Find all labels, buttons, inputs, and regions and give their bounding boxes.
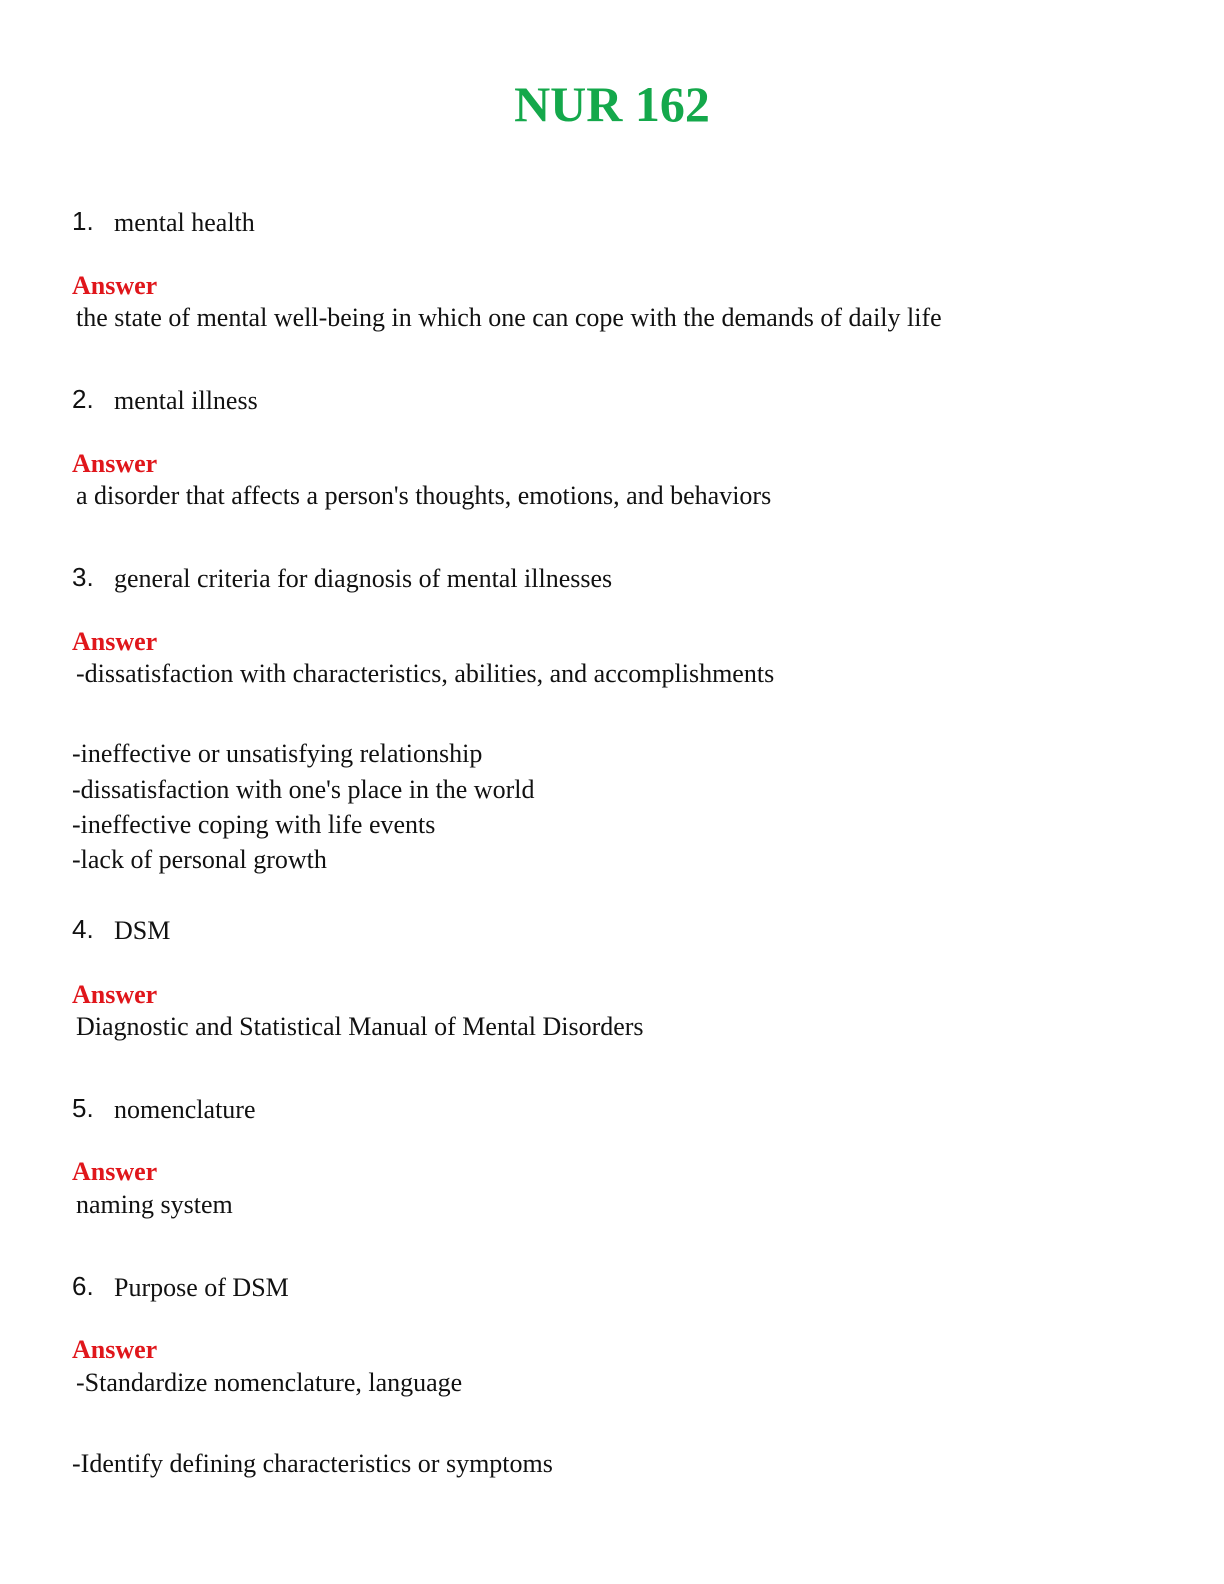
answer-line: -lack of personal growth — [72, 845, 327, 874]
answer-line: -dissatisfaction with characteristics, abilities, and accomplishments — [76, 659, 775, 688]
answer-label: Answer — [72, 1157, 158, 1186]
question-term: mental health — [114, 208, 255, 237]
answer-line: Diagnostic and Statistical Manual of Mental Disorders — [76, 1012, 644, 1041]
question-number: 5. — [72, 1093, 94, 1123]
question-term: Purpose of DSM — [114, 1273, 289, 1302]
answer-label: Answer — [72, 980, 158, 1009]
question-term: general criteria for diagnosis of mental illnesses — [114, 564, 613, 593]
answer-label: Answer — [72, 627, 158, 656]
answer-line: the state of mental well-being in which one can cope with the demands of daily life — [76, 303, 942, 332]
question-term: nomenclature — [114, 1095, 256, 1124]
question-number: 3. — [72, 562, 94, 592]
answer-line: -dissatisfaction with one's place in the world — [72, 775, 535, 804]
question-number: 1. — [72, 206, 94, 236]
answer-label: Answer — [72, 271, 158, 300]
answer-line: a disorder that affects a person's thoughts, emotions, and behaviors — [76, 481, 772, 510]
answer-line: naming system — [76, 1190, 233, 1219]
answer-line: -Standardize nomenclature, language — [76, 1368, 463, 1397]
question-term: mental illness — [114, 386, 258, 415]
answer-label: Answer — [72, 449, 158, 478]
question-number: 6. — [72, 1271, 94, 1301]
answer-label: Answer — [72, 1335, 158, 1364]
page-title: NUR 162 — [514, 76, 710, 132]
answer-line: -Identify defining characteristics or symptoms — [72, 1449, 553, 1478]
answer-line: -ineffective or unsatisfying relationship — [72, 739, 483, 768]
answer-line: -ineffective coping with life events — [72, 810, 436, 839]
question-term: DSM — [114, 916, 171, 945]
question-number: 4. — [72, 914, 94, 944]
question-number: 2. — [72, 384, 94, 414]
